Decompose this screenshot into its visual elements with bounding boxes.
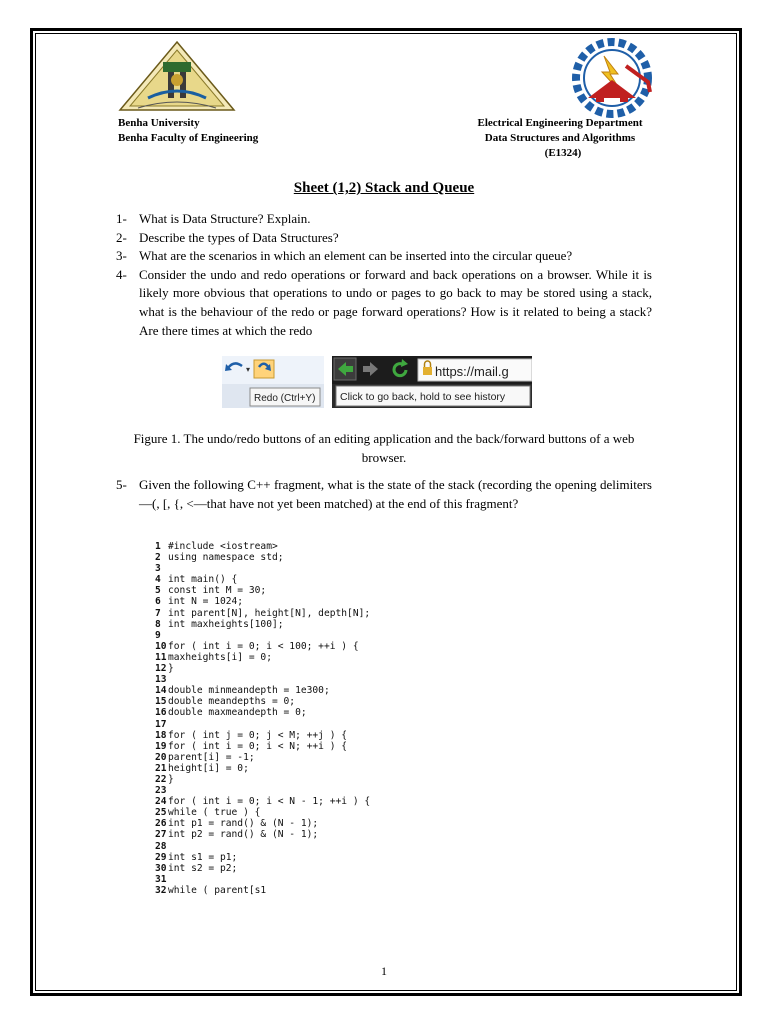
line-number: 6 (155, 596, 161, 608)
line-number: 10 (155, 640, 167, 652)
code-line (155, 585, 370, 596)
code-line (155, 874, 370, 885)
code-line (155, 685, 370, 696)
line-number: 16 (155, 707, 167, 719)
question-number: 5- (116, 477, 127, 492)
line-number: 1 (155, 541, 161, 552)
code-listing (155, 541, 370, 896)
question-item (116, 476, 652, 513)
code-line (155, 596, 370, 607)
line-number: 28 (155, 840, 167, 852)
code-text: int parent[N], height[N], depth[N]; (168, 607, 371, 619)
line-number: 15 (155, 696, 167, 708)
code-line (155, 563, 370, 574)
line-number: 23 (155, 785, 167, 797)
code-line (155, 774, 370, 785)
question-text: Consider the undo and redo operations or forward and back operations on a browser. While it is likely more obvious that operations to undo or pages to go back to may be stored using a stack, what is the behaviour of the redo or page forward operations? How is it related to being a stack? Are there times at which the redo (139, 266, 652, 338)
code-text: int s2 = p2; (168, 862, 238, 874)
course-name: Data Structures and Algorithms (484, 132, 636, 144)
question-text: Given the following C++ fragment, what is the state of the stack (recording the opening delimiters—(, [, {, <—that have not yet been matched) at the end of this fragment? (139, 477, 652, 511)
code-text: int s1 = p1; (168, 851, 238, 863)
code-line (155, 796, 370, 807)
code-text: while ( true ) { (168, 807, 261, 819)
code-line (155, 574, 370, 585)
code-text: const int M = 30; (168, 585, 267, 597)
university-name: Benha University (118, 117, 200, 129)
line-number: 5 (155, 585, 161, 597)
line-number: 12 (155, 663, 167, 675)
course-code: (E1324) (544, 147, 582, 159)
code-line (155, 818, 370, 829)
code-text: using namespace std; (168, 552, 284, 564)
faculty-engineering-logo (566, 36, 662, 120)
question-number: 2- (116, 229, 127, 245)
line-number: 3 (155, 563, 161, 575)
question-item (116, 266, 652, 340)
code-line (155, 785, 370, 796)
code-line (155, 608, 370, 619)
code-line (155, 885, 370, 896)
code-line (155, 719, 370, 730)
code-line (155, 619, 370, 630)
code-text: double maxmeandepth = 0; (168, 707, 307, 719)
code-text: while ( parent[s1 (168, 884, 267, 896)
sheet-title: Sheet (1,2) Stack and Queue (293, 180, 475, 196)
line-number: 24 (155, 796, 167, 808)
browser-url: https://mail.g (435, 364, 509, 379)
code-text: maxheights[i] = 0; (168, 651, 272, 663)
code-text: int p2 = rand() & (N - 1); (168, 829, 319, 841)
question-item (116, 229, 652, 248)
code-text: for ( int i = 0; i < 100; ++i ) { (168, 640, 359, 652)
line-number: 22 (155, 773, 167, 785)
code-text: height[i] = 0; (168, 762, 249, 774)
line-number: 30 (155, 862, 167, 874)
line-number: 26 (155, 818, 167, 830)
question-item (116, 247, 652, 266)
code-text: for ( int j = 0; j < M; ++j ) { (168, 729, 348, 741)
line-number: 19 (155, 740, 167, 752)
code-line (155, 741, 370, 752)
code-text: int p1 = rand() & (N - 1); (168, 818, 319, 830)
code-text: int N = 1024; (168, 596, 244, 608)
question-list (116, 210, 652, 340)
code-line (155, 641, 370, 652)
code-text: double meandepths = 0; (168, 696, 296, 708)
code-line (155, 863, 370, 874)
question-text: What is Data Structure? Explain. (139, 211, 311, 226)
department-name: Electrical Engineering Department (477, 117, 643, 129)
line-number: 7 (155, 607, 161, 619)
line-number: 27 (155, 829, 167, 841)
code-line (155, 841, 370, 852)
code-text: } (168, 663, 174, 675)
code-text: double minmeandepth = 1e300; (168, 685, 330, 697)
line-number: 29 (155, 851, 167, 863)
back-tooltip: Click to go back, hold to see history (340, 391, 506, 403)
code-line (155, 829, 370, 840)
code-line (155, 674, 370, 685)
code-line (155, 652, 370, 663)
page-number: 1 (381, 964, 387, 978)
code-line (155, 630, 370, 641)
faculty-name: Benha Faculty of Engineering (118, 132, 259, 144)
question-item (116, 210, 652, 229)
code-line (155, 696, 370, 707)
question-text: Describe the types of Data Structures? (139, 229, 339, 245)
code-text: for ( int i = 0; i < N - 1; ++i ) { (168, 796, 371, 808)
line-number: 4 (155, 574, 161, 586)
line-number: 32 (155, 884, 167, 896)
question-text: What are the scenarios in which an element can be inserted into the circular queue? (139, 248, 573, 264)
figure-caption: Figure 1. The undo/redo buttons of an editing application and the back/forward buttons of a web browser. (133, 431, 635, 465)
code-text: int maxheights[100]; (168, 618, 284, 630)
svg-text:▾: ▾ (246, 365, 251, 374)
line-number: 20 (155, 751, 167, 763)
code-line (155, 541, 370, 552)
line-number: 18 (155, 729, 167, 741)
line-number: 11 (155, 651, 167, 663)
line-number: 17 (155, 718, 167, 730)
line-number: 8 (155, 618, 161, 630)
question-number: 3- (116, 248, 127, 264)
department-header (440, 116, 680, 161)
undo-redo-browser-figure (222, 356, 532, 408)
line-number: 14 (155, 685, 167, 697)
code-text: } (168, 773, 174, 785)
line-number: 21 (155, 762, 167, 774)
university-header (118, 116, 258, 146)
code-line (155, 852, 370, 863)
code-line (155, 552, 370, 563)
question-number: 4- (116, 266, 127, 282)
code-text: #include <iostream> (168, 541, 278, 552)
code-line (155, 663, 370, 674)
code-text: parent[i] = -1; (168, 751, 255, 763)
line-number: 25 (155, 807, 167, 819)
code-line (155, 763, 370, 774)
code-line (155, 807, 370, 818)
code-line (155, 707, 370, 718)
code-line (155, 730, 370, 741)
code-line (155, 752, 370, 763)
line-number: 31 (155, 873, 167, 885)
line-number: 2 (155, 552, 161, 564)
code-text: int main() { (168, 574, 238, 586)
code-text: for ( int i = 0; i < N; ++i ) { (168, 740, 348, 752)
line-number: 9 (155, 629, 161, 641)
benha-university-logo (118, 40, 236, 112)
question-number: 1- (116, 211, 127, 226)
line-number: 13 (155, 674, 167, 686)
redo-tooltip: Redo (Ctrl+Y) (254, 393, 316, 404)
